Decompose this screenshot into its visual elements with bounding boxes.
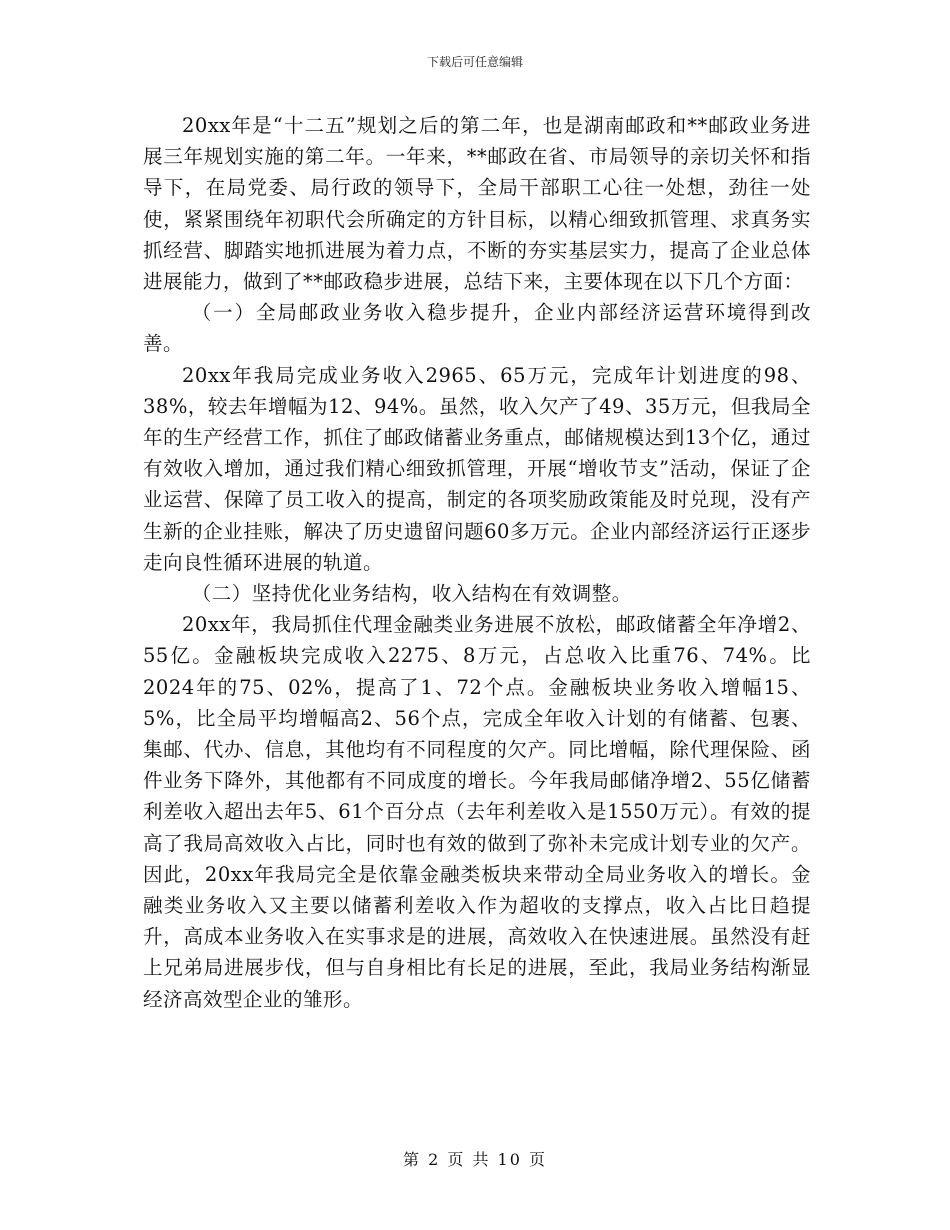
document-body — [143, 110, 811, 1015]
section-heading-2: （二）坚持优化业务结构，收入结构在有效调整。 — [191, 582, 632, 606]
page-footer: 第 2 页 共 10 页 — [403, 1150, 547, 1169]
paragraph-structure: 20xx年，我局抓住代理金融类业务进展不放松，邮政储蓄全年净增2、55亿。金融板块完成收入2275、8万元，占总收入比重76、74%。比2024年的75、02%，提高了1、72个点。金融板块业务收入增幅15、5%，比全局平均增幅高2、56个点，完成全年收入计划的有储蓄、包裹、集邮、代办、信息，其他均有不同程度的欠产。同比增幅，除代理保险、函件业务下降外，其他都有不同成度的增长。今年我局邮储净增2、55亿储蓄利差收入超出去年5、61个百分点（去年利差收入是1550万元）。有效的提高了我局高效收入占比，同时也有效的做到了弥补未完成计划专业的欠产。因此，20xx年我局完全是依靠金融类板块来带动全局业务收入的增长。金融类业务收入又主要以储蓄利差收入作为超收的支撑点，收入占比日趋提升，高成本业务收入在实事求是的进展，高效收入在快速进展。虽然没有赶上兄弟局进展步伐，但与自身相比有长足的进展，至此，我局业务结构渐显经济高效型企业的雏形。 — [143, 613, 811, 1011]
paragraph-intro: 20xx年是“十二五”规划之后的第二年，也是湖南邮政和**邮政业务进展三年规划实施的第二年。一年来，**邮政在省、市局领导的亲切关怀和指导下，在局党委、局行政的领导下，全局干部职工心往一处想，劲往一处使，紧紧围绕年初职代会所确定的方针目标，以精心细致抓管理、求真务实抓经营、脚踏实地抓进展为着力点，不断的夯实基层实力，提高了企业总体进展能力，做到了**邮政稳步进展，总结下来，主要体现在以下几个方面： — [143, 114, 811, 294]
paragraph-income: 20xx年我局完成业务收入2965、65万元，完成年计划进度的98、38%，较去年增幅为12、94%。虽然，收入欠产了49、35万元，但我局全年的生产经营工作，抓住了邮政储蓄业务重点，邮储规模达到13个亿，通过有效收入增加，通过我们精心细致抓管理，开展“增收节支”活动，保证了企业运营、保障了员工收入的提高，制定的各项奖励政策能及时兑现，没有产生新的企业挂账，解决了历史遗留问题60多万元。企业内部经济运行正逐步走向良性循环进展的轨道。 — [143, 363, 811, 574]
section-heading-1: （一）全局邮政业务收入稳步提升，企业内部经济运营环境得到改善。 — [143, 301, 811, 356]
page-header: 下载后可任意编辑 — [426, 55, 523, 69]
